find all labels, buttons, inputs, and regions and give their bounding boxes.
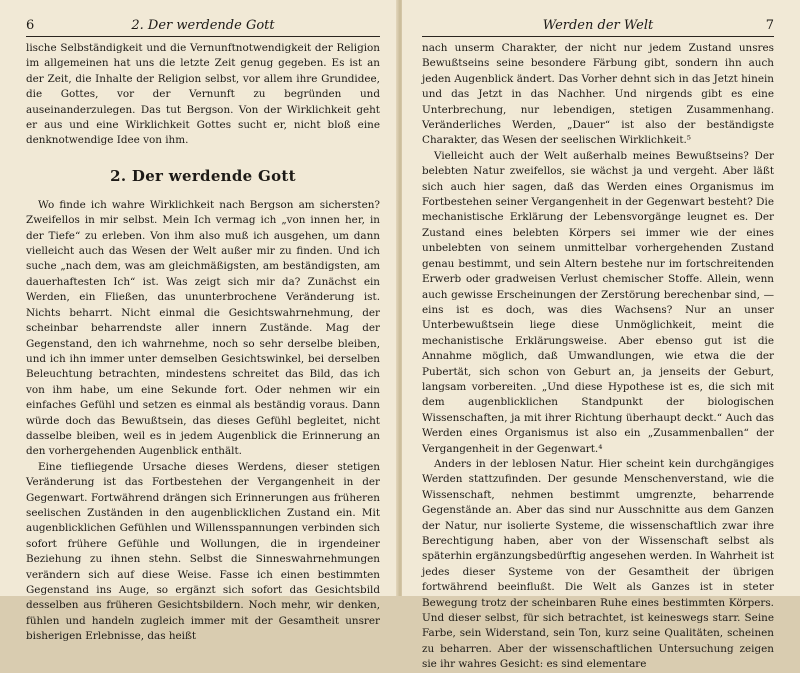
section-heading: 2. Der werdende Gott [110,166,296,185]
right-page [402,0,800,671]
intro-paragraph: lische Selbständigkeit und die Vernunftnotwendigkeit der Religion im allgemeinen hat uns die letzte Zeit genug gegeben. Es ist an der Zeit, die Inhalte der Religion selbst, vor allem ihre Grundidee, die Gottes, vor der Vernunft zu begründen und auseinanderzulegen. Das tut Bergson. Von der Wirklichkeit geht er aus und eine Wirklichkeit Gottes sucht er, nicht bloß eine denknotwendige Idee von ihm. [26,42,380,147]
running-head: 2. Der werdende Gott [131,18,275,33]
right-page-text [422,41,774,673]
paragraph: nach unserm Charakter, der nicht nur jedem Zustand unsres Bewußtseins seine besondere Färbung gibt, sondern ihn auch jeden Augenblick ändert. Das Vorher dehnt sich in das Jetzt hinein und das Jetzt in das Nachher. Und nirgends gibt es eine Unterbrechung, nur lebendigen, stetigen Zusammenhang. Veränderliches Werden, „Dauer“ ist also der beständigste Charakter, das Wesen der seelischen Wirklichkeit.⁵ [422,42,774,147]
left-page-text [26,41,380,645]
page-number: 7 [765,18,774,33]
paragraph: Vielleicht auch der Welt außerhalb meines Bewußtseins? Der belebten Natur zweifellos, sie wächst ja und vergeht. Aber läßt sich auch hier sagen, daß das Werden eines Organismus im Fortbestehen seiner Vergangenheit in der Gegenwart besteht? Die mechanistische Erklärung der Lebensvorgänge leugnet es. Der Zustand eines belebten Körpers sei immer wie der eines unbelebten von seinem unmittelbar vorhergehenden Zustand genau bestimmt, und sein Altern bestehe nur im fortschreitenden Erwerb oder gradweisen Verlust chemischer Stoffe. Allein, wenn auch gewisse Erscheinungen der Zerstörung berechenbar sind, — eins ist es doch, was dies Wachsens? Nur an unser Unterbewußtsein liege diese Unmöglichkeit, meint die mechanistische Erklärungsweise. Aber ebenso gut ist die Annahme möglich, daß Umwandlungen, wie etwa die der Pubertät, sich schon von Geburt an, ja jenseits der Geburt, langsam vorbereiten. „Und diese Hypothese ist es, die sich mit dem augenblicklichen Standpunkt der biologischen Wissenschaften, ja mit ihrer Richtung überhaupt deckt.“ Auch das Werden eines Organismus ist also ein „Zusammenballen“ der Vergangenheit in der Gegenwart.⁴ [422,149,774,455]
page-number: 6 [26,18,35,33]
paragraph: Eine tiefliegende Ursache dieses Werdens, dieser stetigen Veränderung ist das Fortbestehen der Vergangenheit in der Gegenwart. Fortwährend drängen sich Erinnerungen aus früheren seelischen Zuständen in den augenblicklichen Zustand ein. Mit augenblicklichen Gefühlen und Willensspannungen verbinden sich sofort frühere Gefühle und Wollungen, die in irgendeiner Beziehung zu ihnen stehn. Selbst die Sinneswahrnehmungen verändern sich auf diese Weise. Fasse ich einen bestimmten Gegenstand ins Auge, so ergänzt sich sofort das Gesichtsbild desselben aus früheren Gesichtsbildern. Noch mehr, wir denken, fühlen und handeln zugleich immer mit der Gesamtheit unsrer bisherigen Erlebnisse, das heißt [26,460,380,643]
left-page-header [26,18,380,37]
paragraph: Anders in der leblosen Natur. Hier scheint kein durchgängiges Werden stattzufinden. Der gesunde Menschenverstand, wie die Wissenschaft, nehmen bestimmt umgrenzte, beharrende Gegenstände an. Aber das sind nur Ausschnitte aus dem Ganzen der Natur, nur isolierte Systeme, die wissenschaftlich zwar ihre Berechtigung haben, aber von der Wissenschaft selbst als späterhin ergänzungsbedürftig angesehen werden. In Wahrheit ist jedes dieser Systeme von der Gesamtheit der übrigen fortwährend beeinflußt. Die Welt als Ganzes ist in steter Bewegung trotz der scheinbaren Ruhe eines bestimmten Körpers. Und dieser selbst, für sich betrachtet, ist keineswegs starr. Seine Farbe, sein Widerstand, sein Ton, kurz seine Qualitäten, scheinen zu beharren. Aber der wissenschaftlichen Untersuchung zeigen sie ihr wahres Gesicht: es sind elementare [422,457,774,671]
right-page-header [422,18,774,37]
running-head: Werden der Welt [542,18,654,33]
paragraph: Wo finde ich wahre Wirklichkeit nach Bergson am sichersten? Zweifellos in mir selbst. Mein Ich vermag ich „von innen her, in der Tiefe“ zu erleben. Von ihm also muß ich ausgehen, um dann vielleicht auch das Wesen der Welt außer mir zu finden. Und ich suche „nach dem, was am gleichmäßigsten, am beständigsten, am dauerhaftesten Ich“ ist. Was zeigt sich mir da? Zunächst ein Werden, ein Fließen, das ununterbrochene Veränderung ist. Nichts beharrt. Nicht einmal die Gesichtswahrnehmung, der scheinbar beharrendste aller innern Zustände. Mag der Gegenstand, den ich wahrnehme, noch so sehr derselbe bleiben, und ich ihn immer unter demselben Gesichtswinkel, bei derselben Beleuchtung betrachten, mindestens schreitet das Bild, das ich von ihm habe, um eine Sekunde fort. Oder nehmen wir ein einfaches Gefühl und setzen es einmal als beständig voraus. Dann würde doch das Bewußtsein, das dieses Gefühl begleitet, nicht dasselbe bleiben, weil es in jedem Augenblick die Erinnerung an den vorhergehenden Augenblick enthält. [26,198,380,458]
left-page [0,0,398,643]
